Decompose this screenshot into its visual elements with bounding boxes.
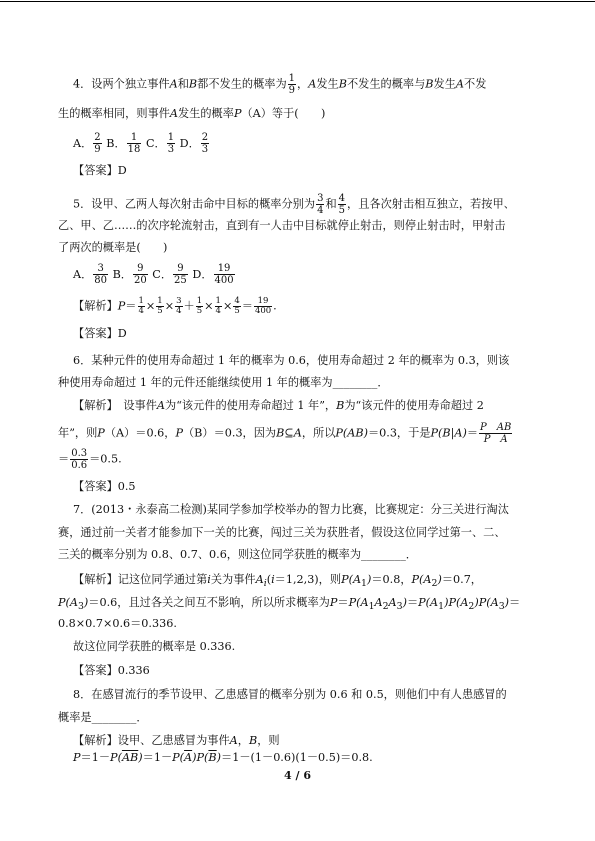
q7-line-1: 7．(2013・永泰高二检测)某同学参加学校举办的智力比赛，比赛规定：分三关进行淘汰 — [73, 503, 509, 516]
q5-line-3: 了两次的概率是( ) — [58, 241, 168, 254]
page-number: 4 / 6 — [284, 769, 311, 782]
q8-analysis-2: $P=1-P(\overline{A}\overline{B})=1-P(\overline{A})P(\overline{B})=1-(1-0.6)(1-0.5)=0.8$. — [73, 751, 373, 764]
q7-line-3: 三关的概率分别为 0.8、0.7、0.6，则这位同学获胜的概率为________． — [58, 548, 417, 561]
q5-option-b: B． $\frac{9}{20}$ — [112, 263, 147, 286]
q6-line-1: 6．某种元件的使用寿命超过 1 年的概率为 0.6，使用寿命超过 2 年的概率为 0.3，则该 — [73, 354, 510, 367]
q8-analysis-1: 【解析】设甲、乙患感冒为事件A，B，则 — [73, 734, 280, 747]
q6-answer: 【答案】0.5 — [73, 480, 136, 493]
q8-line-2: 概率是________． — [58, 711, 148, 724]
q7-answer: 【答案】0.336 — [73, 664, 150, 677]
q4-line-1: 4．设两个独立事件A和B都不发生的概率为 $\frac{1}{9}$ ，A发生B不发生的概率与B发生A不发 — [73, 73, 487, 96]
q7-conclusion: 故这位同学获胜的概率是 0.336. — [73, 640, 236, 653]
q6-analysis-2: 年”，则P（A）＝0.6，P（B）＝0.3，因为B⊆A，所以P(AB)＝0.3，于是P(B|A)＝ $\frac{\text{P AB}}{\text{P A}}$ — [58, 422, 512, 445]
q4-answer: 【答案】D — [73, 164, 127, 177]
q4-option-d: D． $\frac{2}{3}$ — [179, 132, 209, 155]
q4-options — [73, 132, 210, 155]
q6-line-2: 种使用寿命超过 1 年的元件还能继续使用 1 年的概率为________． — [58, 376, 389, 389]
q4-option-b: B． $\frac{1}{18}$ — [106, 132, 141, 155]
q4-option-a: A． $\frac{2}{9}$ — [73, 132, 101, 155]
q4-option-c: C． $\frac{1}{3}$ — [145, 132, 175, 155]
q5-option-c: C． $\frac{9}{25}$ — [152, 263, 187, 286]
q5-answer: 【答案】D — [73, 327, 127, 340]
q5-option-a: A． $\frac{3}{80}$ — [73, 263, 108, 286]
q5-option-d: D． $\frac{19}{400}$ — [192, 263, 234, 286]
q6-analysis-1: 【解析】 设事件A为“该元件的使用寿命超过 1 年”，B为“该元件的使用寿命超过 2 — [73, 399, 484, 412]
q7-line-2: 赛，通过前一关者才能参加下一关的比赛，闯过三关为获胜者，假设这位同学过第一、二、 — [58, 526, 506, 539]
q4-prob-fraction: $\frac{1}{9}$ — [288, 73, 296, 96]
q4-line-2: 生的概率相同，则事件A发生的概率P（A）等于( ) — [58, 107, 326, 120]
top-border-line — [0, 1, 595, 2]
q8-line-1: 8．在感冒流行的季节设甲、乙患感冒的概率分别为 0.6 和 0.5，则他们中有人患感冒的 — [73, 688, 507, 701]
q7-analysis-1: 【解析】记这位同学通过第i关为事件$A_i(i=1,2,3)$，则$P(A_1)=0.8$，$P(A_2)=0.7$， — [73, 573, 482, 590]
q5-line-1: 5．设甲、乙两人每次射击命中目标的概率分别为 $\frac{3}{4}$ 和 $\frac{4}{5}$ ，且各次射击相互独立，若按甲、 — [73, 193, 515, 216]
q6-analysis-3: ＝ $\frac{0.3}{0.6}$ ＝0.5. — [58, 448, 122, 471]
q5-line-2: 乙、甲、乙……的次序轮流射击，直到有一人击中目标就停止射击，则停止射击时，甲射击 — [58, 219, 506, 232]
q5-analysis: 【解析】P＝ $\frac{1}{4}$ × $\frac{1}{5}$ × $\frac{3}{4}$ ＋ $\frac{1}{5}$ × $\frac{1}{4}$ × $\frac{4}{5}$ ＝ $\frac{19}{400}$ . — [73, 296, 277, 316]
q5-options — [73, 263, 236, 286]
q7-analysis-2: $P(A_3)=0.6$，且过各关之间互不影响，所以所求概率为$P=P(A_1A_2A_3)=P(A_1)P(A_2)P(A_3)=$ — [58, 596, 521, 613]
q7-analysis-3: 0.8×0.7×0.6＝0.336. — [58, 617, 177, 630]
